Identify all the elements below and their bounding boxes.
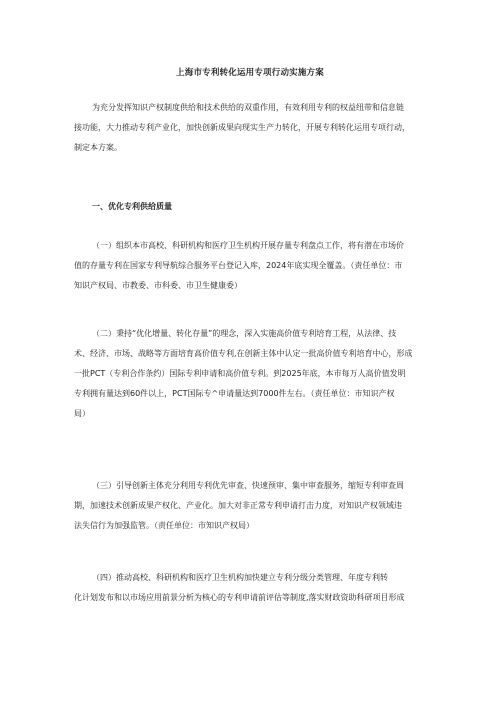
paragraph-line: （一）组织本市高校、科研机构和医疗卫生机构开展存量专利盘点工作，将有潜在市场价: [92, 241, 404, 250]
paragraph-item-2: [74, 324, 430, 424]
paragraph-line: 期，加速技术创新成果产权化、产业化。加大对非正常专利申请打击力度，对知识产权领域违: [74, 501, 402, 510]
intro-line: 为充分发挥知识产权制度供给和技术供给的双重作用，有效利用专利的权益纽带和信息链: [92, 103, 404, 112]
paragraph-line: 知识产权局、市教委、市科委、市卫生健康委）: [74, 281, 242, 290]
paragraph-item-4: [74, 568, 430, 608]
paragraph-line: 专利拥有量达到60件以上，PCT国际专^申请量达到7000件左右。（责任单位：市知识产权: [74, 389, 395, 398]
paragraph-line: 局）: [74, 409, 90, 418]
paragraph-line: 化计划发布和以市场应用前景分析为核心的专利申请前评估等制度,落实财政资助科研项目形成: [74, 593, 405, 602]
intro-line: 制定本方案。: [74, 143, 122, 152]
paragraph-item-3: [74, 476, 430, 536]
paragraph-line: 术、经济、市场、战略等方面培育高价值专利,在创新主体中认定一批高价值专利培育中心，形成: [74, 349, 413, 358]
intro-paragraph: [74, 98, 430, 158]
paragraph-line: 一批PCT（专利合作条约）国际专利申请和高价值专利。到2025年底，本市每万人高价值发明: [74, 369, 406, 378]
document-title: 上海市专利转化运用专项行动实施方案: [176, 68, 324, 78]
paragraph-line: （二）秉持“优化增量、转化存量”的理念，深入实施高价值专利培育工程，从法律、技: [92, 329, 397, 338]
paragraph-line: 值的存量专利在国家专利导航综合服务平台登记入库，2024年底实现全覆盖。（责任单位：市: [74, 261, 403, 270]
paragraph-line: （三）引导创新主体充分利用专利优先审查、快速预审、集中审查服务，缩短专利审查周: [92, 481, 404, 490]
paragraph-line: 法失信行为加强监管。（责任单位：市知识产权局）: [74, 521, 254, 530]
paragraph-line: （四）推动高校、科研机构和医疗卫生机构加快建立专利分级分类管理、年度专利转: [92, 573, 388, 582]
section-heading: 一、优化专利供给质量: [92, 202, 172, 211]
paragraph-item-1: [74, 236, 430, 296]
intro-line: 接功能，大力推动专利产业化，加快创新成果向现实生产力转化，开展专利转化运用专项行动，: [74, 123, 410, 132]
